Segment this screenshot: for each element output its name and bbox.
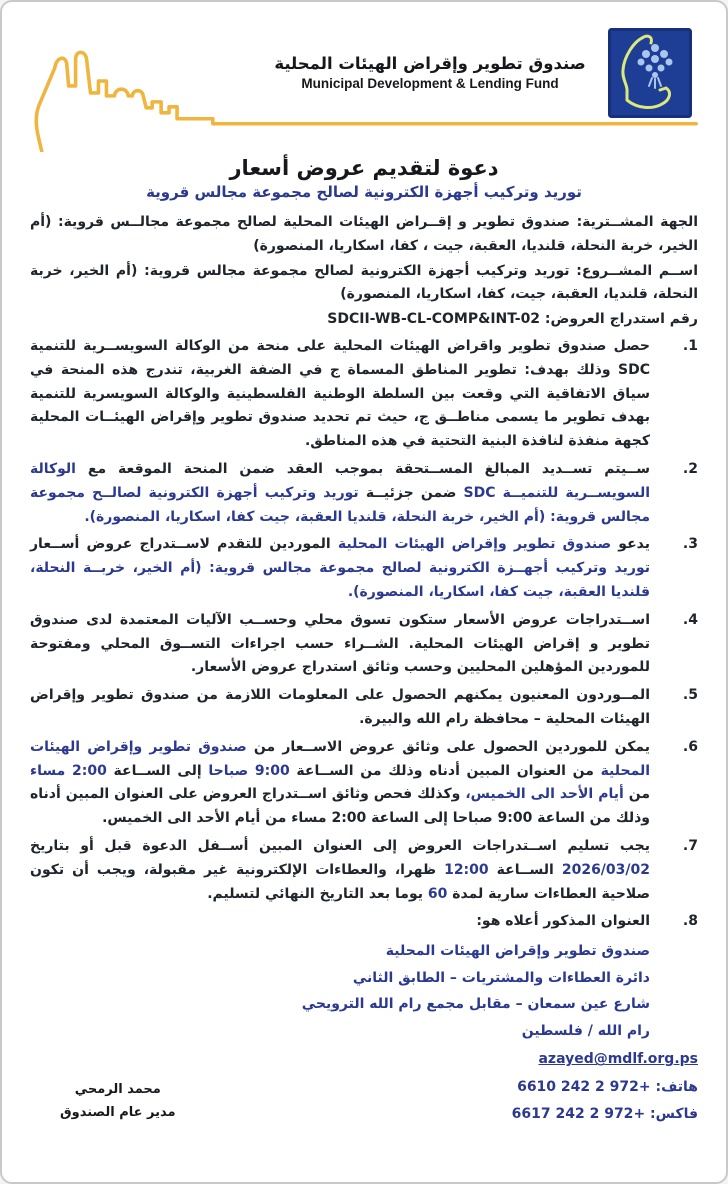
- text-segment: حصل صندوق تطوير واقراض الهيئات المحلية على منحة من الوكالة السويســرية للتنمية SDC وذلك بهدف: تطوير المناطق المسماة ج في الضفة الغربية، تندرج هذه المنحة في سياق الاتفاقية التي وقعت بين السلطة الوطنية الفلسطينية والوكالة السويسرية للتنمية بهدف تطوير ما يسمى مناطــق ج، حيث تم تحديد صندوق تطوير وإقراض الهيئــات المحلية كجهة منفذة لنافذة البنية التحتية في هذه المناطق.: [30, 337, 650, 450]
- text-segment: الجهة المشــترية: صندوق تطوير و إقــراض الهيئات المحلية لصالح مجموعة مجالــس قروية: (أم الخير، خربة النحلة، قلنديا، العقبة، جيت ، كفا، اسكاريا، المنصورة): [30, 214, 698, 254]
- fax-line: فاكس: +972 2 242 6617: [511, 1106, 698, 1123]
- document-header: [2, 2, 726, 148]
- list-item: [30, 736, 650, 831]
- signature-block: [60, 1079, 176, 1125]
- text-segment: صندوق تطوير وإقراض الهيئات المحلية: [30, 738, 651, 779]
- list-item: [30, 835, 650, 906]
- terms-list: [30, 335, 698, 934]
- org-name-block: [262, 54, 598, 91]
- text-segment: أيام الأحد الى الخميس،: [465, 786, 624, 803]
- text-segment: الســاعة: [488, 861, 562, 878]
- org-name-arabic: صندوق تطوير وإقراض الهيئات المحلية: [274, 54, 586, 73]
- address-line: دائرة العطاءات والمشتريات – الطابق الثاني: [352, 969, 650, 986]
- address-block: [30, 938, 698, 1044]
- text-segment: يوما بعد التاريخ النهائي لتسليم.: [207, 885, 428, 902]
- text-segment: اســم المشــروع: توريد وتركيب أجهزة الكترونية لصالح مجموعة مجالس قروية: (أم الخير، خربة النحلة، قلنديا، العقبة، جيت، كفا، اسكاريا، المنصورة): [30, 262, 698, 303]
- email-link[interactable]: azayed@mdlf.org.ps: [538, 1051, 698, 1068]
- text-segment: ظهرا، والعطاءات الإلكترونية غير مقبولة، ويجب أن تكون صلاحية العطاءات سارية لمدة: [30, 861, 650, 902]
- text-segment: يمكن للموردين الحصول على وثائق عروض الاســعار من: [246, 738, 650, 755]
- text-segment: ســيتم تســديد المبالغ المســتحقة بموجب العقد ضمن المنحة الموقعة مع: [75, 460, 650, 477]
- list-item: [30, 458, 650, 529]
- page-subtitle: توريد وتركيب أجهزة الكترونية لصالح مجموعة مجالس قروية: [146, 183, 582, 201]
- text-segment: توريد وتركيب أجهــزة الكترونية لصالح مجموعة مجالس قروية: (أم الخير، خربــة النحلة، قلنديا العقبة، جيت كفا، اسكاريا، المنصورة).: [30, 560, 650, 600]
- list-item: [30, 533, 650, 604]
- text-segment: اســتدراجات عروض الأسعار ستكون تسوق محلي وحســب الآليات المعتمدة لدى صندوق تطوير و إقراض الهيئات المحلية. الشــراء حسب اجراءات التســوق المحلي ومفتوحة للموردين المؤهلين المحليين وحسب وثائق استدراج عروض الأسعار.: [30, 611, 650, 676]
- text-segment: من: [623, 786, 651, 803]
- signature-title: مدير عام الصندوق: [60, 1104, 176, 1120]
- list-item: [30, 910, 650, 934]
- intro-paragraph: [30, 308, 698, 332]
- text-segment: 12:00: [444, 861, 489, 878]
- address-line: صندوق تطوير وإقراض الهيئات المحلية: [385, 943, 650, 960]
- text-segment: العنوان المذكور أعلاه هو:: [476, 913, 650, 930]
- text-segment: رقم استدراج العروض: SDCII-WB-CL-COMP&INT-02: [327, 311, 698, 328]
- intro-paragraph: [30, 211, 698, 259]
- signature-name: محمد الرمحي: [74, 1081, 161, 1097]
- list-item: [30, 609, 650, 680]
- text-segment: توريد وتركيب أجهزة الكترونية لصالــح مجموعة مجالس قروية: (أم الخير، خربة النحلة، قلنديا العقبة، جيت كفا، اسكاريا، المنصورة).: [30, 484, 650, 525]
- address-line: رام الله / فلسطين: [521, 1022, 650, 1039]
- text-segment: الوكالة السويســرية للتنميــة SDC: [30, 460, 651, 501]
- page-title: دعوة لتقديم عروض أسعار: [229, 156, 499, 180]
- email-line: [512, 1046, 698, 1073]
- list-item: [30, 335, 650, 454]
- text-segment: يجب تسليم اســتدراجات العروض إلى العنوان المبين أســفل الدعوة قبل أو بتاريخ: [30, 837, 650, 854]
- document-body: [30, 211, 698, 1128]
- text-segment: الموردين للتقدم لاســتدراج عروض أســعار: [30, 536, 338, 553]
- org-name-english: Municipal Development & Lending Fund: [301, 76, 559, 91]
- contact-block: [512, 1046, 698, 1128]
- phone-line: هاتف: +972 2 242 6610: [517, 1078, 698, 1095]
- text-segment: 2:00 مساء: [30, 762, 107, 779]
- text-segment: وكذلك فحص وثائق اســتدراج العروض على العنوان المبين أدناه وذلك من الساعة 9:00 صباحا إلى الساعة 2:00 مساء من أيام الأحد الى الخميس.: [30, 786, 650, 827]
- text-segment: من العنوان المبين أدناه وذلك من الســاعة: [289, 762, 601, 779]
- list-item: [30, 684, 650, 732]
- text-segment: ضمن جزئيــة: [358, 484, 464, 501]
- text-segment: 9:00 صباحا: [208, 762, 290, 779]
- address-line: شارع عين سمعان – مقابل مجمع رام الله الترويحي: [301, 996, 650, 1013]
- text-segment: صندوق تطوير وإقراض الهيئات المحلية: [337, 536, 612, 553]
- mdlf-logo-icon: [608, 28, 692, 118]
- text-segment: يدعو: [611, 536, 650, 553]
- text-segment: 60: [427, 885, 448, 902]
- intro-section: [30, 211, 698, 332]
- text-segment: 2026/03/02: [561, 861, 650, 878]
- intro-paragraph: [30, 260, 698, 308]
- text-segment: المــوردون المعنيون يمكنهم الحصول على المعلومات اللازمة من صندوق تطوير وإقراض الهيئات المحلية – محافظة رام الله والبيرة.: [30, 687, 650, 727]
- footer: [30, 1046, 698, 1128]
- text-segment: إلى الســاعة: [106, 762, 209, 779]
